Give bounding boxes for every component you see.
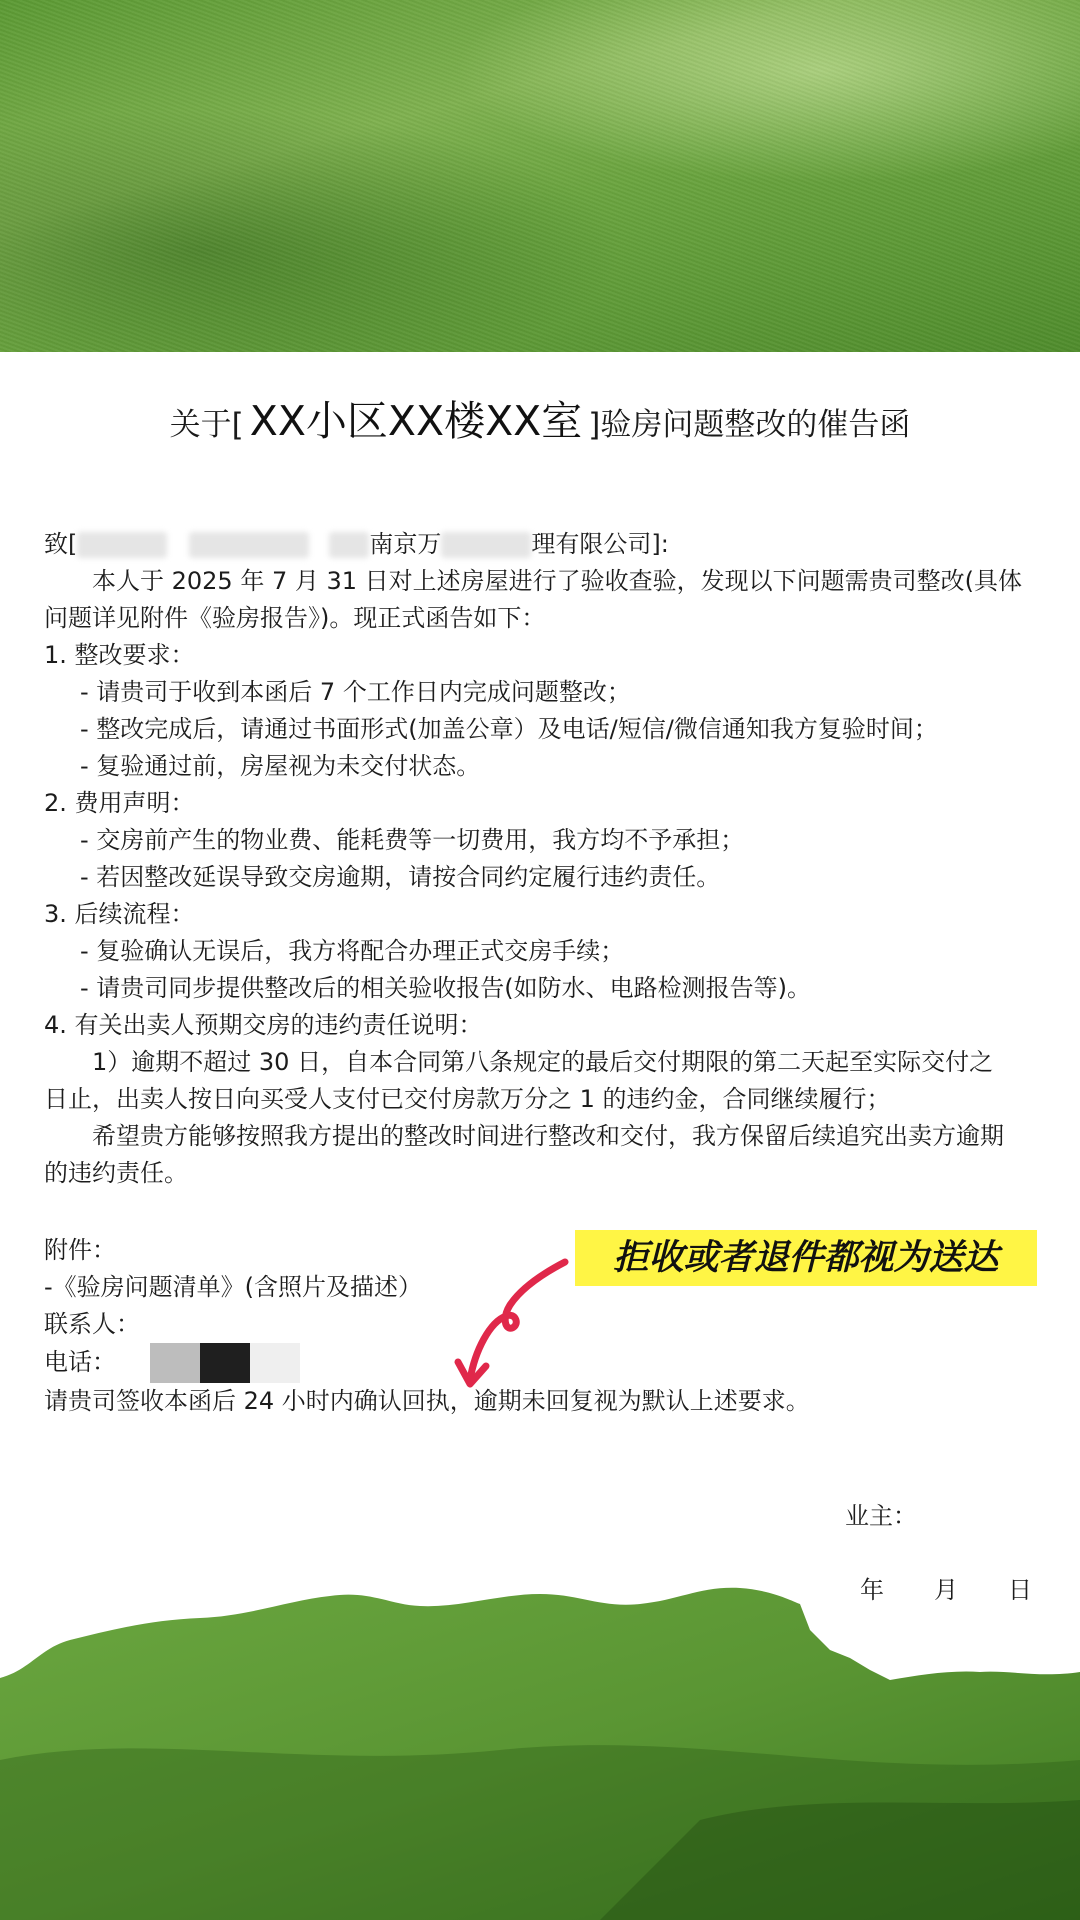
section-2-item: - 交房前产生的物业费、能耗费等一切费用，我方均不予承担；	[80, 826, 745, 854]
section-3-item: - 复验确认无误后，我方将配合办理正式交房手续；	[80, 937, 625, 965]
section-4-para-line-1: 1）逾期不超过 30 日，自本合同第八条规定的最后交付期限的第二天起至实际交付之	[92, 1048, 994, 1076]
redaction-block	[441, 532, 531, 558]
redaction-block	[77, 532, 167, 558]
redaction-block	[189, 532, 309, 558]
top-green-background	[0, 0, 1080, 352]
closing-line-1: 希望贵方能够按照我方提出的整改时间进行整改和交付，我方保留后续追究出卖方逾期	[92, 1122, 1004, 1150]
date-month: 月	[934, 1576, 958, 1604]
letter-body	[44, 526, 1040, 1192]
attachment-item: -《验房问题清单》(含照片及描述）	[44, 1273, 423, 1301]
attachment-label: 附件：	[44, 1236, 116, 1264]
annotation-arrow-icon	[450, 1250, 590, 1400]
section-3-item: - 请贵司同步提供整改后的相关验收报告(如防水、电路检测报告等)。	[80, 974, 812, 1002]
section-1-item: - 整改完成后，请通过书面形式(加盖公章）及电话/短信/微信通知我方复验时间；	[80, 715, 938, 743]
section-1-heading: 1. 整改要求：	[44, 641, 195, 669]
intro-line-2: 问题详见附件《验房报告》)。现正式函告如下：	[44, 604, 546, 632]
signature-date	[860, 1570, 1032, 1605]
section-1-item: - 请贵司于收到本函后 7 个工作日内完成问题整改；	[80, 678, 631, 706]
recipient-start: 致[	[44, 530, 78, 558]
title-suffix: ]验房问题整改的催告函	[588, 407, 911, 443]
annotation-highlight: 拒收或者退件都视为送达	[575, 1230, 1037, 1286]
recipient-visible-1: 南京万	[369, 530, 442, 558]
contact-line	[44, 1306, 810, 1343]
phone-redaction	[150, 1343, 300, 1383]
document-title	[0, 388, 1080, 447]
owner-signature-label: 业主：	[845, 1502, 917, 1530]
contact-label: 联系人：	[44, 1310, 140, 1338]
section-4-para-line-2: 日止，出卖人按日向买受人支付已交付房款万分之 1 的违约金，合同继续履行；	[44, 1085, 891, 1113]
section-1-item: - 复验通过前，房屋视为未交付状态。	[80, 752, 481, 780]
masked-address: XX小区XX楼XX室	[246, 388, 587, 447]
intro-line-1: 本人于 2025 年 7 月 31 日对上述房屋进行了验收查验，发现以下问题需贵司整改(具体	[92, 567, 1023, 595]
section-4-heading: 4. 有关出卖人预期交房的违约责任说明：	[44, 1011, 483, 1039]
phone-label: 电话：	[44, 1348, 116, 1376]
date-year: 年	[860, 1576, 884, 1604]
bottom-torn-green-background	[0, 1560, 1080, 1920]
date-day: 日	[1008, 1576, 1032, 1604]
closing-line-2: 的违约责任。	[44, 1159, 188, 1187]
section-2-item: - 若因整改延误导致交房逾期，请按合同约定履行违约责任。	[80, 863, 721, 891]
section-2-heading: 2. 费用声明：	[44, 789, 195, 817]
section-3-heading: 3. 后续流程：	[44, 900, 195, 928]
redaction-block	[329, 532, 369, 558]
recipient-line	[44, 526, 1040, 563]
recipient-visible-2: 理有限公司]:	[531, 530, 669, 558]
receipt-request: 请贵司签收本函后 24 小时内确认回执，逾期未回复视为默认上述要求。	[44, 1387, 810, 1415]
title-prefix: 关于[	[169, 407, 244, 443]
phone-line	[44, 1343, 810, 1383]
